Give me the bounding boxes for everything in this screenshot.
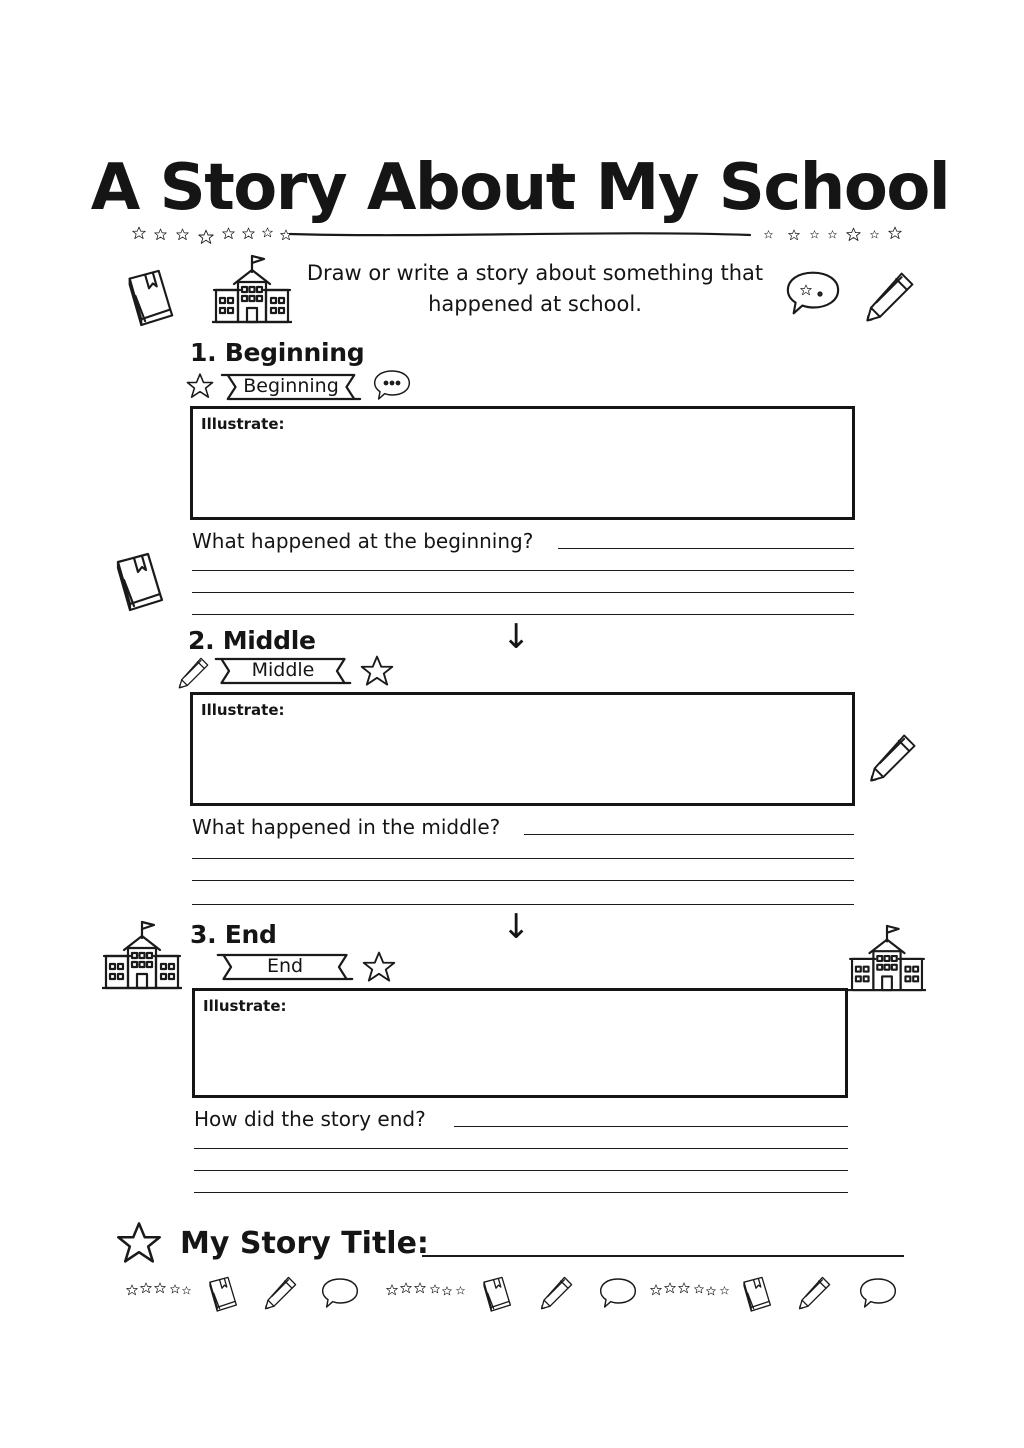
answer-line[interactable]: [558, 548, 854, 549]
ribbon-label: Middle: [251, 659, 315, 681]
answer-line[interactable]: [192, 592, 854, 593]
answer-line[interactable]: [192, 880, 854, 881]
ribbon-label: Beginning: [243, 375, 339, 397]
book-icon: [108, 548, 168, 612]
footer-decoration-row: [124, 1270, 904, 1318]
worksheet-instructions: Draw or write a story about something that happened at school.: [306, 261, 764, 316]
answer-line[interactable]: [454, 1126, 848, 1127]
ribbon-label: End: [266, 955, 304, 977]
question-beginning: What happened at the beginning?: [192, 529, 534, 553]
section-heading-end: 3. End: [190, 920, 277, 949]
illustration-box-end[interactable]: [192, 988, 848, 1098]
pencil-icon: [176, 656, 210, 690]
star-icon: [362, 950, 396, 984]
down-arrow-icon: ↓: [502, 907, 531, 947]
question-middle: What happened in the middle?: [192, 815, 501, 839]
answer-line[interactable]: [192, 614, 854, 615]
school-building-icon: [848, 924, 926, 992]
ribbon-middle: [212, 656, 354, 686]
ribbon-beginning: [218, 372, 364, 402]
answer-line[interactable]: [192, 904, 854, 905]
answer-line[interactable]: [194, 1170, 848, 1171]
title-stars-right: [764, 224, 914, 250]
star-cluster: [127, 1283, 191, 1295]
school-building-icon: [102, 920, 182, 990]
illustration-box-label: Illustrate:: [201, 415, 285, 433]
illustration-box-label: Illustrate:: [203, 997, 287, 1015]
star-icon: [186, 372, 214, 400]
answer-line[interactable]: [194, 1148, 848, 1149]
speech-bubble-icon: [784, 268, 842, 318]
pencil-icon: [862, 268, 916, 326]
section-heading-middle: 2. Middle: [188, 626, 316, 655]
school-building-icon: [212, 254, 292, 324]
pencil-icon: [866, 728, 918, 788]
story-title-label: My Story Title:: [180, 1226, 429, 1261]
story-title-line[interactable]: [422, 1255, 904, 1257]
answer-line[interactable]: [192, 858, 854, 859]
section-heading-beginning: 1. Beginning: [190, 338, 365, 367]
answer-line[interactable]: [194, 1192, 848, 1193]
down-arrow-icon: ↓: [502, 617, 531, 657]
illustration-box-middle[interactable]: [190, 692, 855, 806]
answer-line[interactable]: [524, 834, 854, 835]
title-stars-left: [132, 224, 312, 248]
speech-bubble-icon: [372, 368, 412, 402]
star-icon: [360, 654, 394, 688]
answer-line[interactable]: [192, 570, 854, 571]
question-end: How did the story end?: [194, 1107, 426, 1131]
ribbon-end: [214, 952, 356, 982]
star-icon: [116, 1220, 162, 1266]
book-icon: [120, 266, 178, 326]
worksheet-title: A Story About My School: [90, 151, 950, 225]
illustration-box-beginning[interactable]: [190, 406, 855, 520]
illustration-box-label: Illustrate:: [201, 701, 285, 719]
